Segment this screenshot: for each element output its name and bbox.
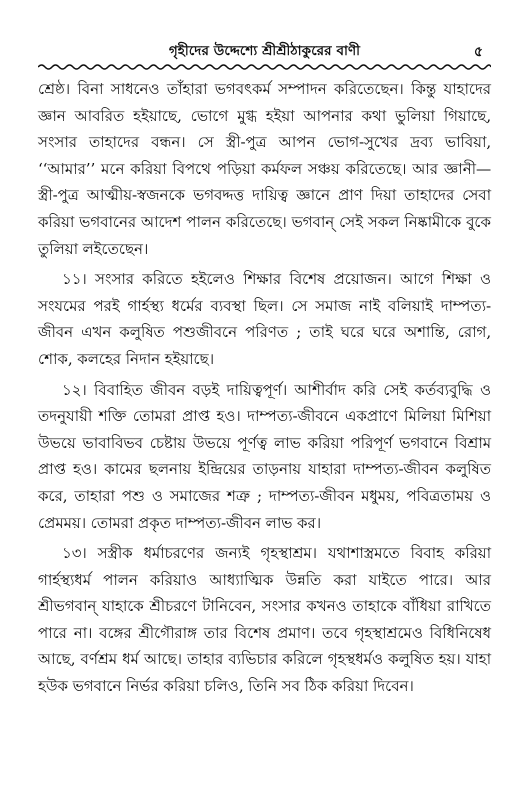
paragraph-continued: শ্রেষ্ঠ। বিনা সাধনেও তাঁহারা ভগবৎকর্ম সম্পাদন করিতেছেন। কিন্তু যাহাদের জ্ঞান আবরিত হইয়াছে, ভোগে মুগ্ধ হইয়া আপনার কথা ভুলিয়া গিয়াছে, সংসার তাহাদের বন্ধন। সে স্ত্রী-পুত্র আপন ভোগ-সুখের দ্রব্য ভাবিয়া, ‘‘আমার’’ মনে করিয়া বিপথে পড়িয়া কর্মফল সঞ্চয় করিতেছে। আর জ্ঞানী—স্ত্রী-পুত্র আত্মীয়-স্বজনকে ভগবদ্দত্ত দায়িত্ব জ্ঞানে প্রাণ দিয়া তাহাদের সেবা করিয়া ভগবানের আদেশ পালন করিতেছে। ভগবান্‌ সেই সকল নিষ্কামীকে বুকে তুলিয়া লইতেছেন। <box>38 80 491 258</box>
wavy-divider-ornament <box>38 62 491 72</box>
paragraph-11: ১১। সংসার করিতে হইলেও শিক্ষার বিশেষ প্রয়োজন। আগে শিক্ষা ও সংযমের পরই গার্হস্থ্য ধর্মের ব্যবস্থা ছিল। সে সমাজ নাই বলিয়াই দাম্পত্য-জীবন এখন কলুষিত পশুজীবনে পরিণত ; তাই ঘরে ঘরে অশান্তি, রোগ, শোক, কলহের নিদান হইয়াছে। <box>38 270 491 368</box>
paragraph-13: ১৩। সস্ত্রীক ধর্মাচরণের জন্যই গৃহস্থাশ্রম। যথাশাস্ত্রমতে বিবাহ করিয়া গার্হস্থ্যধর্ম পালন করিয়াও আধ্যাত্মিক উন্নতি করা যাইতে পারে। আর শ্রীভগবান্‌ যাহাকে শ্রীচরণে টানিবেন, সংসার কখনও তাহাকে বাঁধিয়া রাখিতে পারে না। বঙ্গের শ্রীগৌরাঙ্গ তার বিশেষ প্রমাণ। তবে গৃহস্থাশ্রমেও বিধিনিষেধ আছে, বর্ণশ্রম ধর্ম আছে। তাহার ব্যভিচার করিলে গৃহস্থধর্মও কলুষিত হয়। যাহা হউক ভগবানে নির্ভর করিয়া চলিও, তিনি সব ঠিক করিয়া দিবেন। <box>38 544 491 696</box>
running-head-title: গৃহীদের উদ্দেশ্যে শ্রীশ্রীঠাকুরের বাণী <box>168 43 361 59</box>
page-header <box>38 36 491 62</box>
page-body <box>38 76 491 700</box>
page-number: ৫ <box>473 44 483 60</box>
paragraph-12: ১২। বিবাহিত জীবন বড়ই দায়িত্বপূর্ণ। আশীর্বাদ করি সেই কর্তব্যবুদ্ধি ও তদনুযায়ী শক্তি তোমরা প্রাপ্ত হও। দাম্পত্য-জীবনে একপ্রাণে মিলিয়া মিশিয়া উভয়ে ভাবাবিভব চেষ্টায় উভয়ে পূর্ণত্ব লাভ করিয়া পরিপূর্ণ ভগবানে বিশ্রাম প্রাপ্ত হও। কামের ছলনায় ইন্দ্রিয়ের তাড়নায় যাহারা দাম্পত্য-জীবন কলুষিত করে, তাহারা পশু ও সমাজের শত্রু ; দাম্পত্য-জীবন মধুময়, পবিত্রতাময় ও প্রেমময়। তোমরা প্রকৃত দাম্পত্য-জীবন লাভ কর। <box>38 380 491 532</box>
